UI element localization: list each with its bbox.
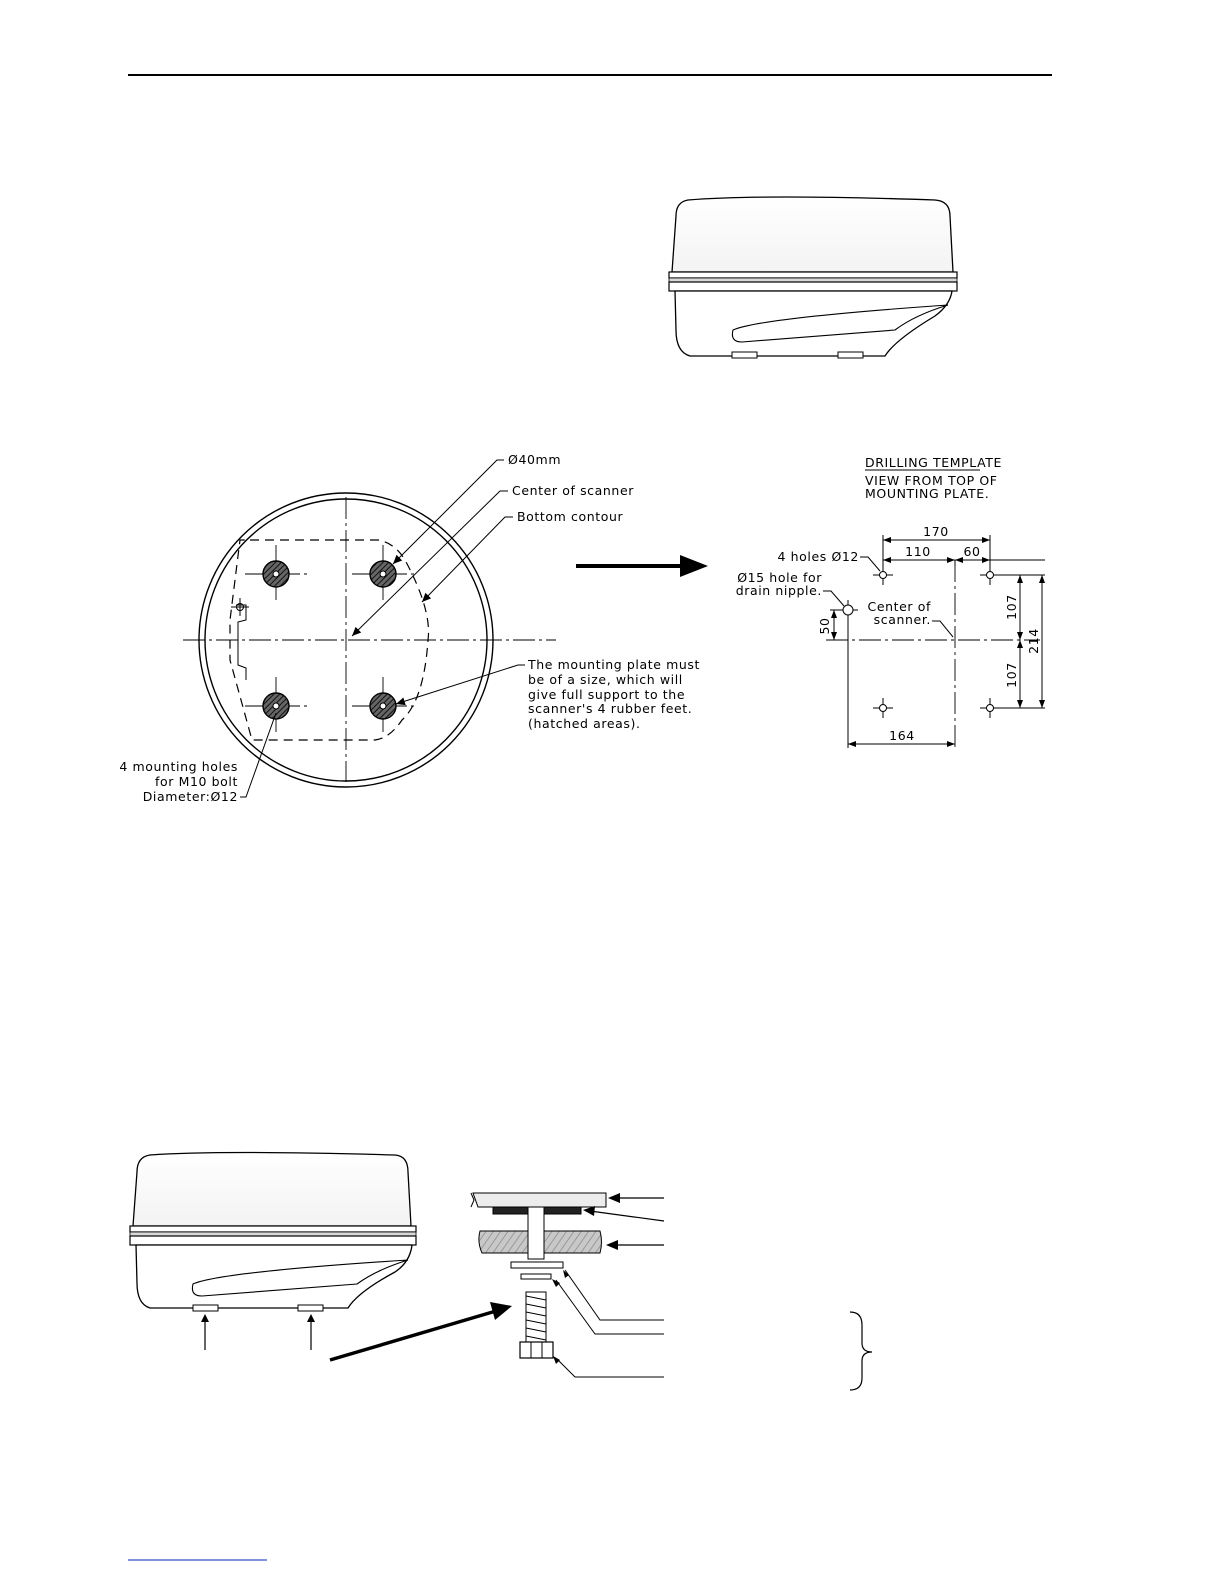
rubber-foot-bl — [245, 677, 308, 735]
label-plate-note-2: be of a size, which will — [528, 672, 683, 687]
label-bottom-contour: Bottom contour — [517, 509, 624, 524]
template-center-label-1: Center of — [867, 599, 931, 614]
template-subtitle-1: VIEW FROM TOP OF — [865, 473, 998, 488]
dim-60: 60 — [963, 544, 981, 559]
label-plate-note-4: scanner's 4 rubber feet. — [528, 701, 693, 716]
bolt-assembly — [471, 1193, 872, 1390]
dim-50: 50 — [817, 617, 832, 635]
template-center-label-2: scanner. — [873, 612, 931, 627]
label-center-of-scanner: Center of scanner — [512, 483, 634, 498]
label-mounting-holes-3: Diameter:Ø12 — [142, 789, 238, 804]
dim-107-top: 107 — [1004, 594, 1019, 620]
label-plate-note-3: give full support to the — [528, 687, 686, 702]
template-subtitle-2: MOUNTING PLATE. — [865, 486, 990, 501]
template-holes-label: 4 holes Ø12 — [777, 549, 859, 564]
dim-164: 164 — [889, 728, 915, 743]
label-plate-note-1: The mounting plate must — [528, 657, 701, 672]
scanner-side-view-top — [669, 197, 957, 358]
template-hole-bl — [873, 698, 893, 718]
template-drain-label-2: drain nipple. — [735, 583, 822, 598]
rubber-foot-br — [352, 677, 414, 735]
curly-brace — [850, 1312, 872, 1390]
scanner-side-view-bottom — [130, 1153, 416, 1351]
dim-110: 110 — [905, 544, 931, 559]
rubber-foot-tl — [245, 545, 308, 603]
label-mounting-holes-1: 4 mounting holes — [119, 759, 238, 774]
template-drain-label-1: Ø15 hole for — [737, 570, 822, 585]
dim-170: 170 — [923, 524, 949, 539]
label-mounting-holes-2: for M10 bolt — [155, 774, 238, 789]
label-plate-note-5: (hatched areas). — [528, 716, 641, 731]
dim-107-bottom: 107 — [1004, 662, 1019, 688]
scanner-bottom-view — [119, 452, 700, 804]
drilling-template — [736, 455, 1045, 748]
template-title: DRILLING TEMPLATE — [865, 455, 1003, 470]
arrow-to-template — [576, 555, 708, 577]
label-dia40: Ø40mm — [508, 452, 562, 467]
rubber-foot-tr — [352, 545, 414, 603]
dim-214: 214 — [1026, 628, 1041, 654]
arrow-to-bolt — [330, 1302, 512, 1360]
template-hole-tl — [873, 565, 893, 585]
